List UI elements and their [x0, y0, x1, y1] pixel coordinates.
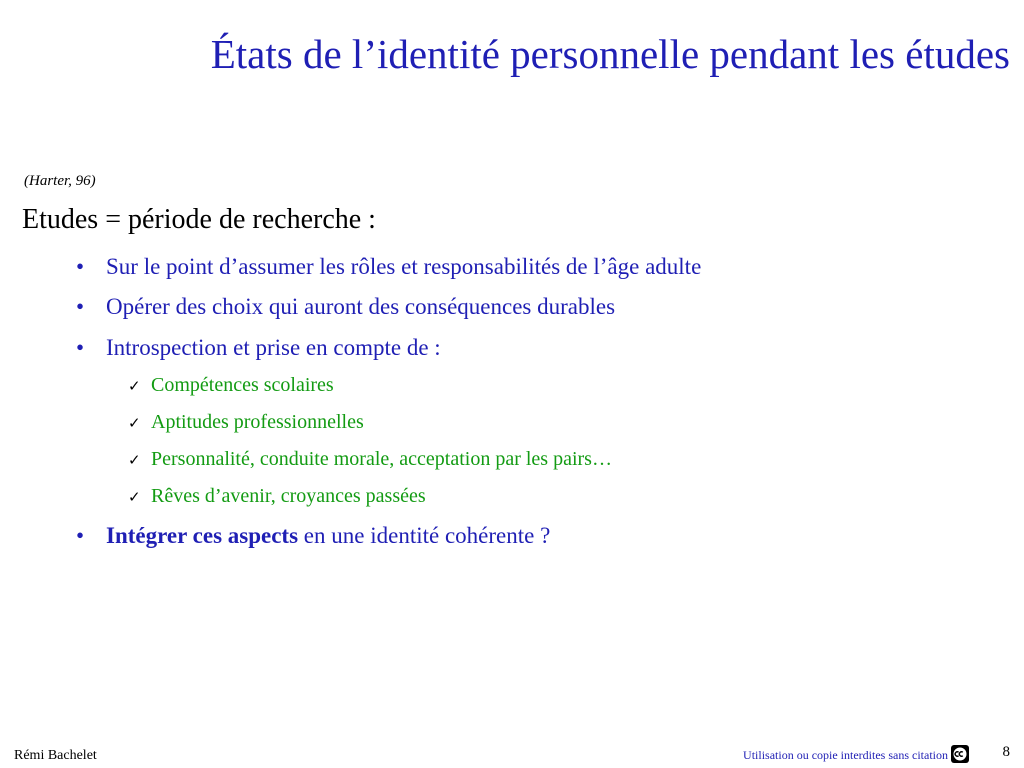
- checkmark-icon: ✓: [128, 488, 141, 506]
- bullet-text: Opérer des choix qui auront des conséquences durables: [106, 294, 616, 319]
- checkmark-icon: ✓: [128, 451, 141, 469]
- bullet-icon: •: [76, 294, 85, 319]
- bullet-item: [76, 523, 550, 549]
- sub-item: [128, 411, 364, 434]
- footer-author: Rémi Bachelet: [14, 748, 97, 763]
- section-heading: Etudes = période de recherche :: [22, 204, 376, 235]
- checkmark-icon: ✓: [128, 377, 141, 395]
- sub-item: [128, 485, 426, 508]
- bullet-icon: •: [76, 254, 85, 279]
- bullet-icon: •: [76, 335, 85, 360]
- bullet-item: [76, 254, 701, 280]
- sub-item-text: Compétences scolaires: [151, 374, 334, 396]
- bullet-item: [76, 335, 441, 361]
- bullet-item: [76, 294, 615, 320]
- sub-item-text: Rêves d’avenir, croyances passées: [151, 485, 426, 507]
- bullet-text: Sur le point d’assumer les rôles et responsabilités de l’âge adulte: [106, 254, 702, 279]
- bullet-bold-text: Intégrer ces aspects: [106, 523, 299, 548]
- checkmark-icon: ✓: [128, 414, 141, 432]
- sub-item: [128, 374, 334, 397]
- bullet-text: Introspection et prise en compte de :: [106, 335, 441, 360]
- creative-commons-icon: [951, 745, 969, 763]
- page-number: 8: [1002, 744, 1010, 760]
- slide-title: États de l’identité personnelle pendant les études: [210, 31, 1010, 77]
- sub-item-text: Personnalité, conduite morale, acceptation par les pairs…: [151, 448, 612, 470]
- citation: (Harter, 96): [24, 173, 96, 189]
- bullet-text: en une identité cohérente ?: [298, 523, 551, 548]
- bullet-icon: •: [76, 523, 85, 548]
- sub-item: [128, 448, 612, 471]
- sub-item-text: Aptitudes professionnelles: [151, 411, 364, 433]
- footer-notice: Utilisation ou copie interdites sans citation: [743, 748, 948, 762]
